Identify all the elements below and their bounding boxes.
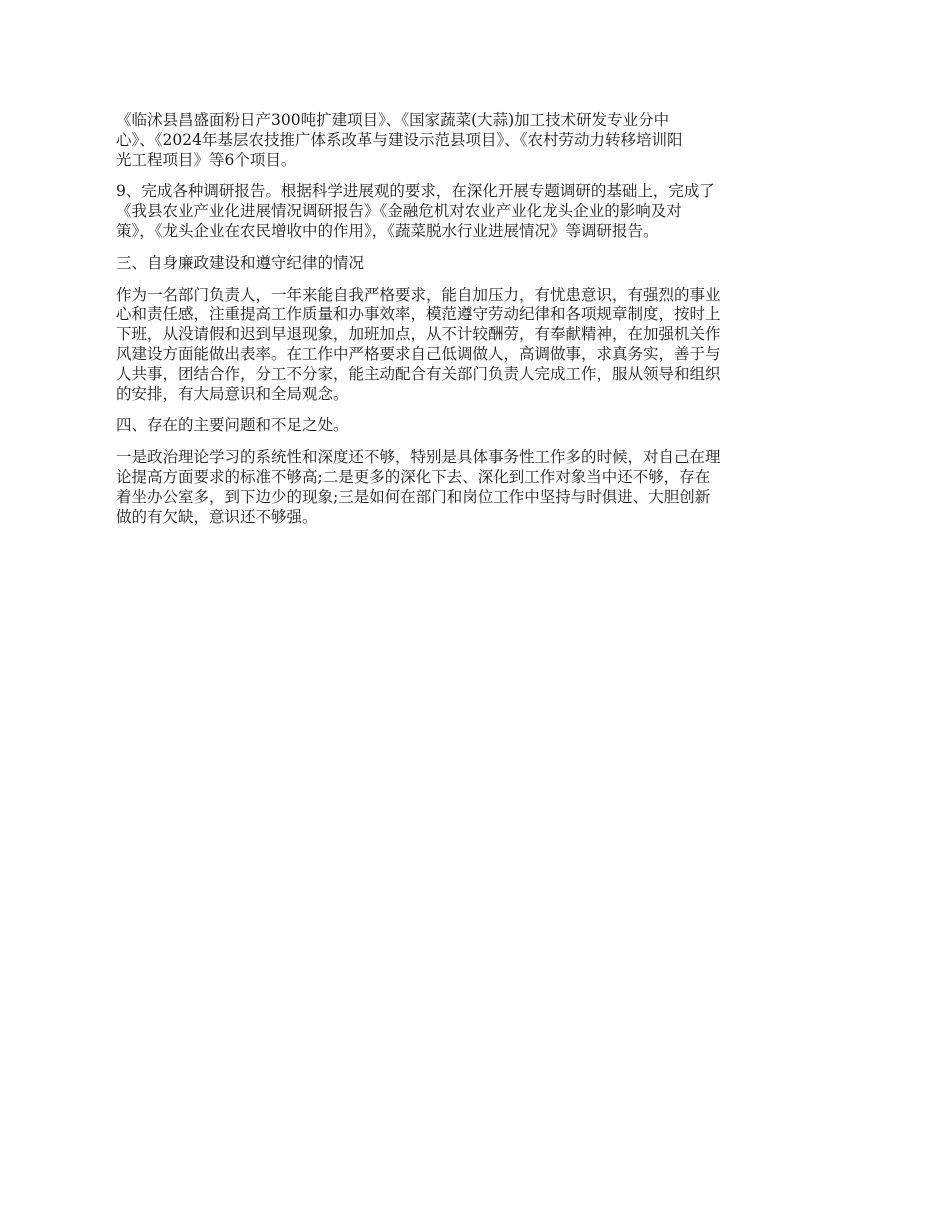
- section-heading-integrity: [116, 254, 840, 274]
- text-line: 《临沭县昌盛面粉日产300吨扩建项目》、《国家蔬菜(大蒜)加工技术研发专业分中: [116, 111, 670, 129]
- text-line: 《我县农业产业化进展情况调研报告》《金融危机对农业产业化龙头企业的影响及对: [116, 202, 682, 221]
- text-line: 作为一名部门负责人，一年来能自我严格要求，能自加压力，有忧患意识，有强烈的事业: [116, 285, 721, 304]
- paragraph-problems: [116, 448, 840, 527]
- paragraph-integrity: [116, 286, 840, 405]
- document-body: [116, 111, 840, 539]
- text-line: 策》，《龙头企业在农民增收中的作用》，《蔬菜脱水行业进展情况》等调研报告。: [116, 221, 659, 240]
- text-line: 下班，从没请假和迟到早退现象，加班加点，从不计较酬劳，有奉献精神，在加强机关作: [116, 325, 721, 344]
- text-line: 人共事，团结合作，分工不分家，能主动配合有关部门负责人完成工作，服从领导和组织: [116, 364, 721, 383]
- text-line: 风建设方面能做出表率。在工作中严格要求自己低调做人，高调做事，求真务实，善于与: [116, 344, 721, 363]
- text-line: 着坐办公室多，到下边少的现象;三是如何在部门和岗位工作中坚持与时俱进、大胆创新: [116, 487, 711, 506]
- section-heading-problems: [116, 416, 840, 436]
- paragraph-research-reports: [116, 182, 840, 241]
- text-line: 光工程项目》等6个项目。: [116, 150, 297, 169]
- text-line: 心和责任感，注重提高工作质量和办事效率，模范遵守劳动纪律和各项规章制度，按时上: [116, 305, 721, 324]
- text-line: 论提高方面要求的标准不够高;二是更多的深化下去、深化到工作对象当中还不够，存在: [116, 467, 711, 486]
- text-line: 做的有欠缺，意识还不够强。: [116, 507, 318, 526]
- heading-text: 四、存在的主要问题和不足之处。: [116, 416, 349, 435]
- paragraph-projects: [116, 111, 840, 170]
- text-line: 的安排，有大局意识和全局观念。: [116, 384, 349, 403]
- text-line: 9、完成各种调研报告。根据科学进展观的要求，在深化开展专题调研的基础上，完成了: [116, 182, 715, 201]
- text-line: 一是政治理论学习的系统性和深度还不够，特别是具体事务性工作多的时候，对自己在理: [116, 448, 721, 467]
- heading-text: 三、自身廉政建设和遵守纪律的情况: [116, 253, 365, 272]
- text-line: 心》、《2024年基层农技推广体系改革与建设示范县项目》、《农村劳动力转移培训阳: [116, 130, 683, 149]
